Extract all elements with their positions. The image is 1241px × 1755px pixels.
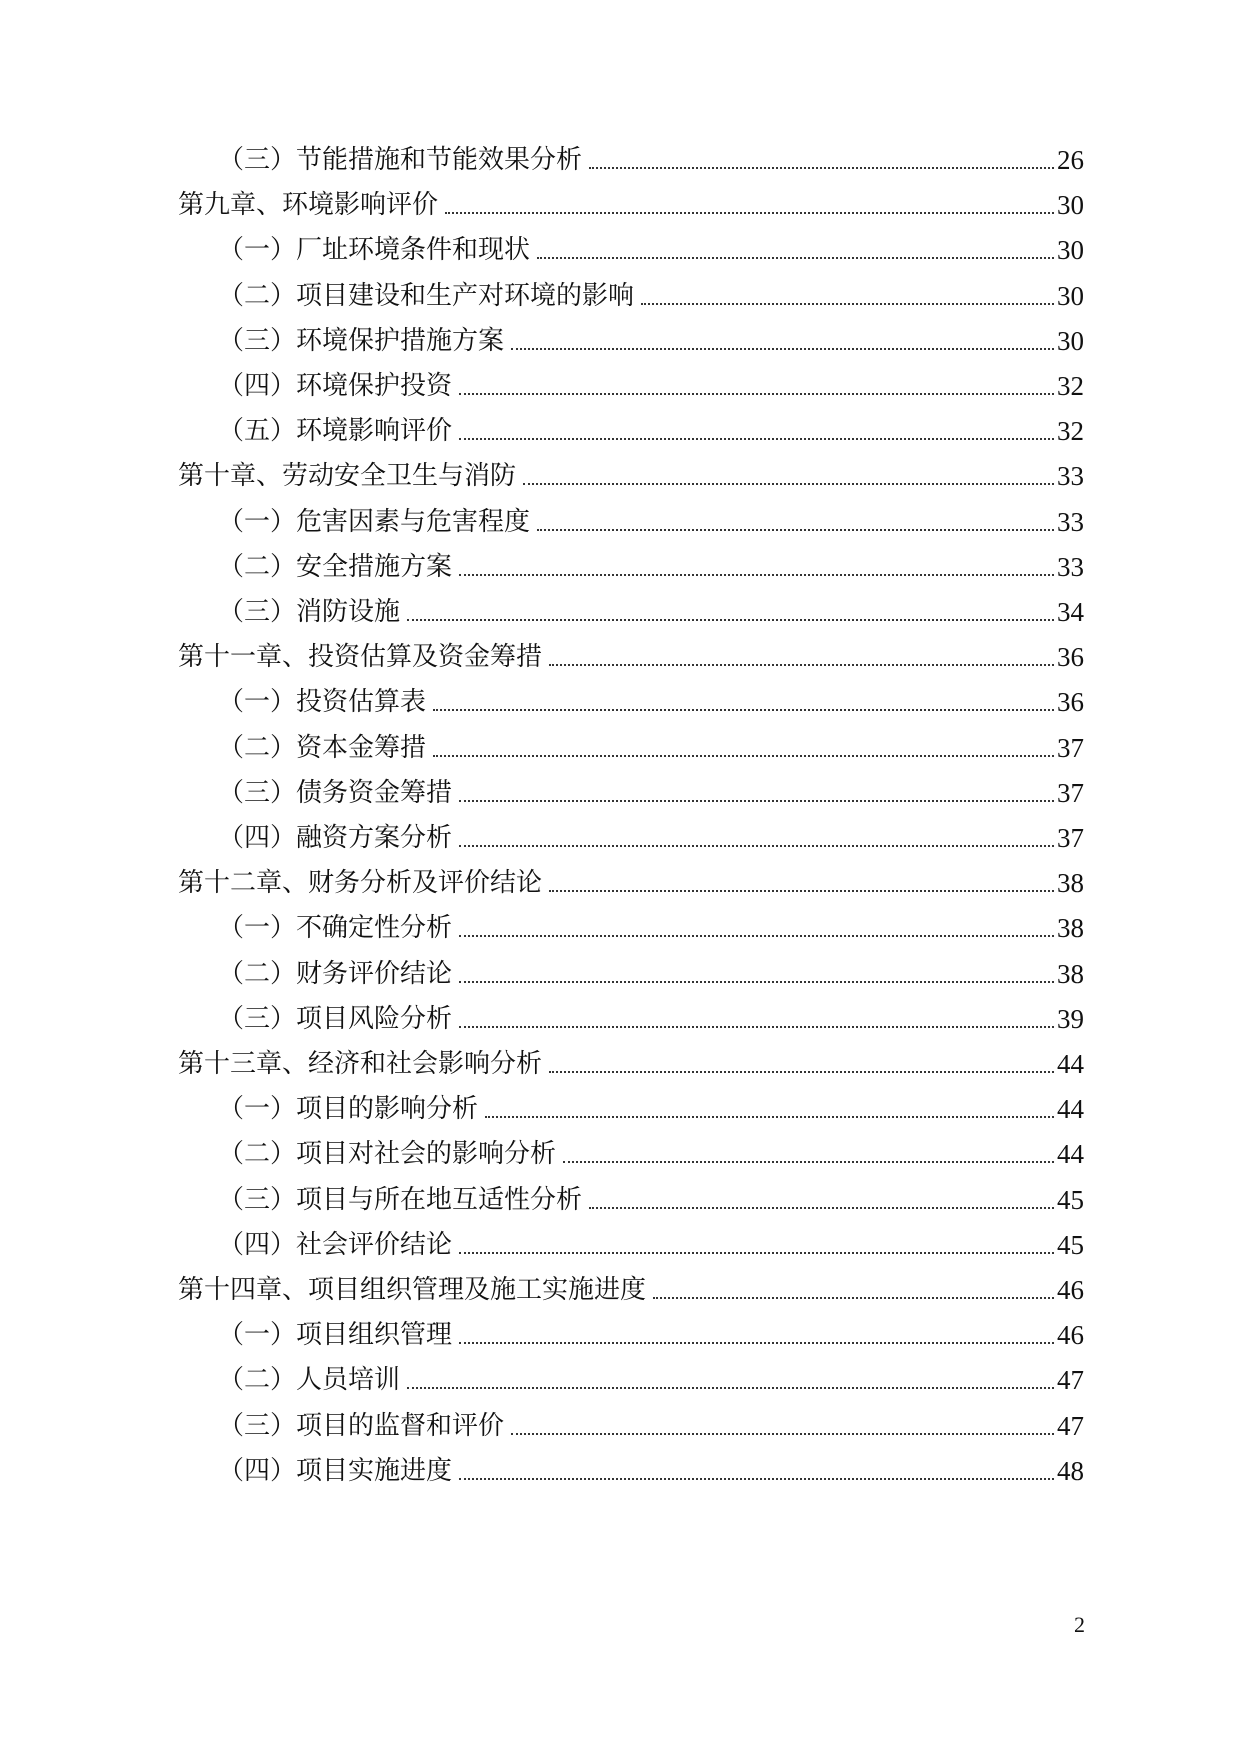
toc-dot-leader: [641, 303, 1054, 305]
toc-dot-leader: [459, 981, 1054, 983]
toc-dot-leader: [459, 1478, 1054, 1480]
toc-entry-label: （二）安全措施方案: [218, 551, 453, 582]
toc-entry-label: （三）节能措施和节能效果分析: [218, 145, 583, 175]
toc-dot-leader: [563, 1161, 1054, 1163]
toc-entry-label: 第十二章、财务分析及评价结论: [178, 868, 543, 899]
toc-entry-page-number: 38: [1057, 958, 1084, 989]
toc-section-entry[interactable]: [218, 1356, 1084, 1396]
toc-section-entry[interactable]: [218, 317, 1084, 357]
toc-chapter-entry[interactable]: [178, 859, 1084, 899]
toc-section-entry[interactable]: [218, 814, 1084, 854]
toc-dot-leader: [549, 1071, 1054, 1073]
toc-entry-page-number: 45: [1057, 1184, 1084, 1215]
toc-section-entry[interactable]: [218, 724, 1084, 764]
toc-entry-page-number: 36: [1057, 687, 1084, 718]
toc-dot-leader: [407, 1387, 1054, 1389]
toc-entry-label: （四）环境保护投资: [218, 371, 453, 401]
toc-section-entry[interactable]: [218, 1176, 1084, 1216]
toc-entry-label: （三）项目风险分析: [218, 1003, 453, 1034]
toc-entry-page-number: 44: [1057, 1139, 1084, 1170]
toc-entry-label: （四）项目实施进度: [218, 1455, 453, 1486]
toc-dot-leader: [433, 755, 1054, 757]
toc-dot-leader: [537, 257, 1054, 259]
toc-entry-label: （二）资本金筹措: [218, 732, 427, 763]
toc-dot-leader: [445, 212, 1054, 214]
toc-entry-page-number: 37: [1057, 732, 1084, 763]
toc-entry-page-number: 32: [1057, 371, 1084, 401]
toc-entry-label: （二）项目建设和生产对环境的影响: [218, 280, 635, 311]
toc-entry-label: （四）融资方案分析: [218, 823, 453, 853]
toc-section-entry[interactable]: [218, 950, 1084, 990]
toc-entry-page-number: 37: [1057, 823, 1084, 853]
toc-entry-page-number: 45: [1057, 1229, 1084, 1260]
toc-entry-label: （二）财务评价结论: [218, 958, 453, 989]
toc-dot-leader: [589, 167, 1054, 169]
toc-entry-label: （一）投资估算表: [218, 687, 427, 718]
toc-section-entry[interactable]: [218, 226, 1084, 266]
toc-section-entry[interactable]: [218, 1311, 1084, 1351]
toc-entry-page-number: 30: [1057, 280, 1084, 311]
toc-entry-page-number: 33: [1057, 461, 1084, 492]
toc-entry-label: （三）债务资金筹措: [218, 777, 453, 808]
toc-dot-leader: [459, 1252, 1054, 1254]
toc-entry-label: （二）项目对社会的影响分析: [218, 1139, 557, 1170]
toc-section-entry[interactable]: [218, 1221, 1084, 1261]
toc-section-entry[interactable]: [218, 407, 1084, 447]
toc-entry-page-number: 44: [1057, 1049, 1084, 1079]
toc-entry-page-number: 30: [1057, 325, 1084, 356]
toc-entry-page-number: 47: [1057, 1365, 1084, 1396]
toc-entry-label: （四）社会评价结论: [218, 1229, 453, 1260]
toc-dot-leader: [549, 664, 1054, 666]
toc-dot-leader: [459, 438, 1054, 440]
toc-dot-leader: [459, 393, 1054, 395]
page-number: 2: [1074, 1612, 1085, 1637]
toc-entry-label: 第十四章、项目组织管理及施工实施进度: [178, 1275, 647, 1305]
toc-section-entry[interactable]: [218, 769, 1084, 809]
toc-section-entry[interactable]: [218, 1085, 1084, 1125]
toc-dot-leader: [459, 935, 1054, 937]
toc-entry-page-number: 44: [1057, 1094, 1084, 1125]
toc-chapter-entry[interactable]: [178, 1266, 1084, 1306]
toc-dot-leader: [459, 1342, 1054, 1344]
toc-section-entry[interactable]: [218, 1130, 1084, 1170]
toc-chapter-entry[interactable]: [178, 1040, 1084, 1080]
toc-entry-label: 第十一章、投资估算及资金筹措: [178, 642, 543, 673]
toc-entry-label: （一）项目的影响分析: [218, 1094, 479, 1125]
toc-entry-label: 第十三章、经济和社会影响分析: [178, 1049, 543, 1079]
toc-entry-label: （二）人员培训: [218, 1365, 401, 1396]
toc-dot-leader: [589, 1207, 1054, 1209]
toc-entry-label: （一）不确定性分析: [218, 913, 453, 944]
toc-entry-label: （三）消防设施: [218, 597, 401, 627]
toc-entry-page-number: 39: [1057, 1003, 1084, 1034]
toc-dot-leader: [459, 800, 1054, 802]
toc-section-entry[interactable]: [218, 904, 1084, 944]
toc-dot-leader: [459, 574, 1054, 576]
toc-entry-page-number: 26: [1057, 145, 1084, 175]
toc-entry-page-number: 34: [1057, 597, 1084, 627]
toc-entry-page-number: 46: [1057, 1275, 1084, 1305]
toc-entry-label: 第十章、劳动安全卫生与消防: [178, 461, 517, 492]
toc-section-entry[interactable]: [218, 1402, 1084, 1442]
toc-entry-page-number: 33: [1057, 551, 1084, 582]
toc-section-entry[interactable]: [218, 678, 1084, 718]
toc-entry-page-number: 30: [1057, 190, 1084, 221]
toc-entry-page-number: 46: [1057, 1320, 1084, 1351]
toc-entry-page-number: 38: [1057, 913, 1084, 944]
toc-chapter-entry[interactable]: [178, 452, 1084, 492]
toc-chapter-entry[interactable]: [178, 181, 1084, 221]
toc-entry-page-number: 32: [1057, 416, 1084, 447]
toc-entry-page-number: 47: [1057, 1410, 1084, 1441]
toc-dot-leader: [537, 529, 1054, 531]
toc-dot-leader: [511, 1433, 1054, 1435]
toc-entry-label: （三）环境保护措施方案: [218, 325, 505, 356]
toc-entry-label: （五）环境影响评价: [218, 416, 453, 447]
toc-dot-leader: [511, 348, 1054, 350]
toc-entry-label: 第九章、环境影响评价: [178, 190, 439, 221]
toc-section-entry[interactable]: [218, 995, 1084, 1035]
toc-entry-label: （三）项目的监督和评价: [218, 1410, 505, 1441]
toc-entry-page-number: 48: [1057, 1455, 1084, 1486]
toc-dot-leader: [549, 890, 1054, 892]
toc-section-entry[interactable]: [218, 362, 1084, 402]
toc-dot-leader: [407, 619, 1054, 621]
toc-dot-leader: [523, 483, 1054, 485]
toc-entry-label: （三）项目与所在地互适性分析: [218, 1184, 583, 1215]
toc-section-entry[interactable]: [218, 588, 1084, 628]
toc-dot-leader: [653, 1297, 1054, 1299]
toc-section-entry[interactable]: [218, 498, 1084, 538]
toc-section-entry[interactable]: [218, 543, 1084, 583]
toc-entry-page-number: 36: [1057, 642, 1084, 673]
toc-dot-leader: [433, 709, 1054, 711]
toc-dot-leader: [459, 845, 1054, 847]
toc-entry-label: （一）厂址环境条件和现状: [218, 235, 531, 266]
toc-section-entry[interactable]: [218, 272, 1084, 312]
toc-dot-leader: [485, 1116, 1054, 1118]
toc-entry-page-number: 33: [1057, 506, 1084, 537]
toc-entry-page-number: 30: [1057, 235, 1084, 266]
toc-chapter-entry[interactable]: [178, 633, 1084, 673]
toc-entry-page-number: 38: [1057, 868, 1084, 899]
toc-dot-leader: [459, 1026, 1054, 1028]
toc-entry-page-number: 37: [1057, 777, 1084, 808]
toc-entry-label: （一）项目组织管理: [218, 1320, 453, 1351]
toc-section-entry[interactable]: [218, 1447, 1084, 1487]
toc-section-entry[interactable]: [218, 136, 1084, 176]
toc-entry-label: （一）危害因素与危害程度: [218, 506, 531, 537]
